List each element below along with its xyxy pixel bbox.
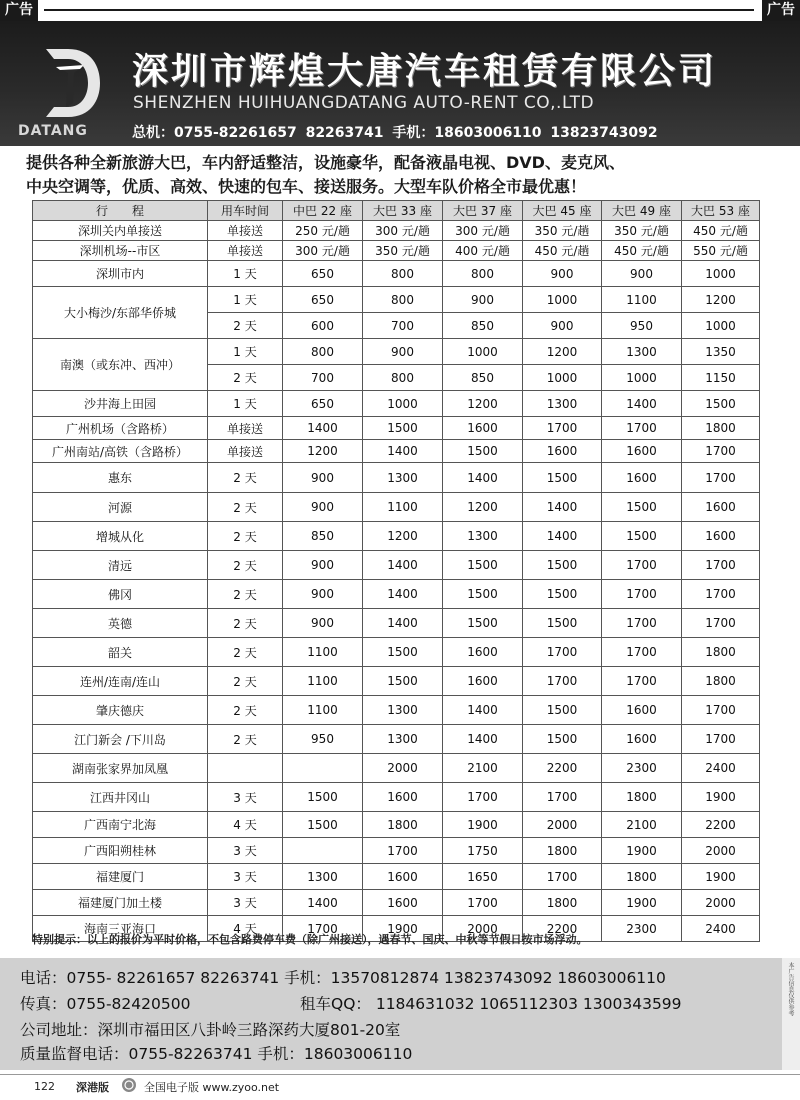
cell-price-45: 2200 — [523, 916, 602, 942]
cell-route: 南澳（或东冲、西冲） — [33, 339, 208, 391]
table-row — [33, 725, 760, 754]
cell-route: 增城从化 — [33, 522, 208, 551]
table-header-row — [33, 201, 760, 221]
cell-duration: 2 天 — [208, 667, 283, 696]
footer-supervision: 质量监督电话：0755-82263741 手机：18603006110 — [20, 1045, 413, 1063]
table-row — [33, 551, 760, 580]
cell-price-22: 900 — [283, 609, 363, 638]
cell-price-37: 400 元/趟 — [443, 241, 523, 261]
table-row — [33, 241, 760, 261]
service-intro — [26, 151, 786, 199]
cell-route: 江西井冈山 — [33, 783, 208, 812]
cell-price-49: 1600 — [602, 440, 682, 463]
cell-duration: 单接送 — [208, 417, 283, 440]
cell-price-37: 1000 — [443, 339, 523, 365]
cell-price-49: 350 元/趟 — [602, 221, 682, 241]
table-row — [33, 890, 760, 916]
cell-price-37: 1500 — [443, 551, 523, 580]
footer-phone: 电话：0755- 82261657 82263741 手机：13570812874 13823743092 18603006110 — [20, 969, 666, 987]
table-row — [33, 864, 760, 890]
logo-text: DATANG — [18, 123, 88, 139]
cell-duration: 2 天 — [208, 638, 283, 667]
cell-price-22: 850 — [283, 522, 363, 551]
cell-price-33: 1800 — [363, 812, 443, 838]
ad-tag-left: 广告 — [0, 0, 38, 21]
header-minibus-22: 中巴 22 座 — [283, 201, 363, 221]
header-duration: 用车时间 — [208, 201, 283, 221]
table-row — [33, 783, 760, 812]
cell-price-49: 1700 — [602, 609, 682, 638]
cell-price-53: 1700 — [682, 696, 760, 725]
cell-price-22: 650 — [283, 287, 363, 313]
cell-price-22: 1100 — [283, 696, 363, 725]
cell-price-49: 950 — [602, 313, 682, 339]
cell-price-33: 800 — [363, 365, 443, 391]
cell-duration: 3 天 — [208, 783, 283, 812]
cell-duration: 2 天 — [208, 365, 283, 391]
cell-route: 沙井海上田园 — [33, 391, 208, 417]
cell-price-45: 2000 — [523, 812, 602, 838]
cell-price-49: 1500 — [602, 493, 682, 522]
footer-fax: 传真：0755-82420500 — [20, 995, 191, 1013]
cell-price-53: 1600 — [682, 522, 760, 551]
cell-price-53: 1700 — [682, 725, 760, 754]
cell-route: 肇庆德庆 — [33, 696, 208, 725]
cell-duration — [208, 754, 283, 783]
header-contact-line: 总机：0755-82261657 82263741 手机：18603006110 13823743092 — [132, 125, 658, 141]
cell-price-53: 1700 — [682, 609, 760, 638]
cell-price-45: 1500 — [523, 696, 602, 725]
cell-price-45: 1800 — [523, 890, 602, 916]
edition-label: 深港版 — [76, 1081, 109, 1094]
header-route: 行 程 — [33, 201, 208, 221]
cell-price-37: 1200 — [443, 493, 523, 522]
cell-route: 清远 — [33, 551, 208, 580]
cell-duration: 4 天 — [208, 812, 283, 838]
cell-price-37: 900 — [443, 287, 523, 313]
cell-price-22: 950 — [283, 725, 363, 754]
cell-price-22 — [283, 838, 363, 864]
cell-duration: 单接送 — [208, 241, 283, 261]
cell-route: 福建厦门 — [33, 864, 208, 890]
footer-address: 公司地址：深圳市福田区八卦岭三路深药大厦801-20室 — [20, 1021, 401, 1039]
cell-price-45: 1700 — [523, 864, 602, 890]
cell-price-49: 1000 — [602, 365, 682, 391]
cell-price-53: 1000 — [682, 261, 760, 287]
cell-price-53: 1600 — [682, 493, 760, 522]
cell-price-37: 2100 — [443, 754, 523, 783]
price-table-body — [33, 221, 760, 942]
cell-price-22: 1200 — [283, 440, 363, 463]
cell-price-49: 1400 — [602, 391, 682, 417]
table-row — [33, 754, 760, 783]
intro-line-1: 提供各种全新旅游大巴，车内舒适整洁，设施豪华，配备液晶电视、DVD、麦克风、 — [26, 153, 625, 172]
page-footer — [0, 1074, 800, 1100]
cell-price-53: 1350 — [682, 339, 760, 365]
cell-price-53: 1150 — [682, 365, 760, 391]
cell-duration: 4 天 — [208, 916, 283, 942]
cell-price-45: 900 — [523, 261, 602, 287]
cell-duration: 2 天 — [208, 609, 283, 638]
cell-route: 福建厦门加土楼 — [33, 890, 208, 916]
cell-route: 河源 — [33, 493, 208, 522]
table-row — [33, 391, 760, 417]
cell-price-45: 1500 — [523, 580, 602, 609]
cell-price-49: 900 — [602, 261, 682, 287]
cell-price-53: 2400 — [682, 916, 760, 942]
cell-price-45: 1300 — [523, 391, 602, 417]
cell-price-37: 1500 — [443, 440, 523, 463]
cell-duration: 2 天 — [208, 493, 283, 522]
table-row — [33, 580, 760, 609]
cell-price-33: 1300 — [363, 725, 443, 754]
cell-duration: 1 天 — [208, 287, 283, 313]
cell-price-33: 1300 — [363, 463, 443, 493]
cell-price-22: 900 — [283, 463, 363, 493]
cell-price-49: 1700 — [602, 638, 682, 667]
table-row — [33, 696, 760, 725]
cell-duration: 2 天 — [208, 463, 283, 493]
cell-price-33: 1500 — [363, 417, 443, 440]
side-strip — [782, 958, 800, 1070]
cell-price-33: 1400 — [363, 440, 443, 463]
cell-price-22: 900 — [283, 580, 363, 609]
cell-duration: 2 天 — [208, 313, 283, 339]
cell-price-37: 1600 — [443, 667, 523, 696]
cell-price-22: 1700 — [283, 916, 363, 942]
cell-price-53: 1700 — [682, 580, 760, 609]
cell-price-33: 800 — [363, 287, 443, 313]
ad-tag-right: 广告 — [762, 0, 800, 21]
cell-price-53: 1900 — [682, 783, 760, 812]
cell-price-37: 1500 — [443, 580, 523, 609]
cell-price-49: 1300 — [602, 339, 682, 365]
cell-price-45: 1400 — [523, 522, 602, 551]
cell-price-37: 1300 — [443, 522, 523, 551]
cell-price-33: 1400 — [363, 580, 443, 609]
cell-route: 深圳关内单接送 — [33, 221, 208, 241]
cell-route: 英德 — [33, 609, 208, 638]
national-edition-label: 全国电子版 www.zyoo.net — [144, 1081, 280, 1094]
cell-price-53: 1900 — [682, 864, 760, 890]
cell-price-53: 1700 — [682, 440, 760, 463]
cell-price-33: 700 — [363, 313, 443, 339]
cell-route: 广西南宁北海 — [33, 812, 208, 838]
cell-price-49: 1100 — [602, 287, 682, 313]
cell-price-53: 2400 — [682, 754, 760, 783]
table-row — [33, 838, 760, 864]
cell-price-22 — [283, 754, 363, 783]
cell-price-22: 900 — [283, 551, 363, 580]
header-bus-49: 大巴 49 座 — [602, 201, 682, 221]
cell-price-45: 1500 — [523, 609, 602, 638]
company-header — [0, 21, 800, 146]
cell-price-37: 1700 — [443, 890, 523, 916]
cell-price-45: 1700 — [523, 667, 602, 696]
cell-price-45: 1600 — [523, 440, 602, 463]
contact-footer — [0, 958, 782, 1070]
cell-duration: 2 天 — [208, 580, 283, 609]
cell-price-22: 650 — [283, 391, 363, 417]
cell-duration: 单接送 — [208, 440, 283, 463]
cell-price-37: 1200 — [443, 391, 523, 417]
cell-price-22: 1500 — [283, 812, 363, 838]
cell-price-53: 1800 — [682, 667, 760, 696]
table-row — [33, 463, 760, 493]
cell-price-37: 850 — [443, 365, 523, 391]
cell-price-33: 800 — [363, 261, 443, 287]
top-rule — [44, 9, 754, 11]
price-table — [32, 200, 760, 942]
cell-price-49: 1800 — [602, 783, 682, 812]
cell-price-53: 2000 — [682, 890, 760, 916]
cell-price-33: 300 元/趟 — [363, 221, 443, 241]
cell-price-45: 350 元/趟 — [523, 221, 602, 241]
cell-price-53: 1800 — [682, 417, 760, 440]
cell-duration: 2 天 — [208, 522, 283, 551]
cell-route: 广州南站/高铁（含路桥） — [33, 440, 208, 463]
cell-route: 大小梅沙/东部华侨城 — [33, 287, 208, 339]
table-row — [33, 493, 760, 522]
cell-price-53: 1700 — [682, 463, 760, 493]
cell-duration: 2 天 — [208, 551, 283, 580]
cell-duration: 3 天 — [208, 890, 283, 916]
intro-line-2: 中央空调等，优质、高效、快速的包车、接送服务。大型车队价格全市最优惠！ — [26, 177, 587, 196]
cell-price-49: 1800 — [602, 864, 682, 890]
cell-price-37: 1650 — [443, 864, 523, 890]
cell-price-45: 1500 — [523, 725, 602, 754]
cell-price-33: 1400 — [363, 609, 443, 638]
cell-price-22: 1400 — [283, 417, 363, 440]
cell-price-33: 1300 — [363, 696, 443, 725]
table-row — [33, 609, 760, 638]
header-bus-53: 大巴 53 座 — [682, 201, 760, 221]
cell-price-33: 350 元/趟 — [363, 241, 443, 261]
cell-price-45: 2200 — [523, 754, 602, 783]
cell-price-45: 1500 — [523, 551, 602, 580]
cell-price-49: 1700 — [602, 551, 682, 580]
table-row — [33, 287, 760, 313]
cell-price-53: 1500 — [682, 391, 760, 417]
cell-price-33: 1400 — [363, 551, 443, 580]
cell-price-37: 1600 — [443, 638, 523, 667]
cell-price-45: 1000 — [523, 287, 602, 313]
table-row — [33, 221, 760, 241]
cell-price-53: 1000 — [682, 313, 760, 339]
cell-price-45: 450 元/趟 — [523, 241, 602, 261]
table-row — [33, 638, 760, 667]
cell-price-33: 1200 — [363, 522, 443, 551]
header-bus-37: 大巴 37 座 — [443, 201, 523, 221]
cell-price-33: 900 — [363, 339, 443, 365]
cell-price-53: 1800 — [682, 638, 760, 667]
cell-price-33: 1500 — [363, 667, 443, 696]
cell-route: 韶关 — [33, 638, 208, 667]
cell-duration: 3 天 — [208, 864, 283, 890]
cell-route: 湖南张家界加凤凰 — [33, 754, 208, 783]
cell-price-49: 450 元/趟 — [602, 241, 682, 261]
cell-price-22: 250 元/趟 — [283, 221, 363, 241]
cell-price-49: 1600 — [602, 696, 682, 725]
cell-price-45: 1700 — [523, 783, 602, 812]
cell-price-49: 1500 — [602, 522, 682, 551]
cell-price-45: 1700 — [523, 638, 602, 667]
cell-price-33: 1500 — [363, 638, 443, 667]
cell-price-33: 1700 — [363, 838, 443, 864]
special-note: 特别提示：以上的报价为平时价格，不包含路费停车费（除广州接送），遇春节、国庆、中秋等节假日按市场浮动。 — [32, 933, 588, 946]
cell-price-22: 1100 — [283, 667, 363, 696]
cell-price-33: 1900 — [363, 916, 443, 942]
cell-price-37: 800 — [443, 261, 523, 287]
cell-price-45: 1200 — [523, 339, 602, 365]
cell-price-22: 1100 — [283, 638, 363, 667]
cell-route: 连州/连南/连山 — [33, 667, 208, 696]
cell-price-45: 900 — [523, 313, 602, 339]
cell-price-45: 1400 — [523, 493, 602, 522]
cell-duration: 1 天 — [208, 261, 283, 287]
cell-price-53: 2000 — [682, 838, 760, 864]
cell-route: 深圳机场--市区 — [33, 241, 208, 261]
cell-price-45: 1500 — [523, 463, 602, 493]
cell-price-33: 1000 — [363, 391, 443, 417]
cell-price-22: 800 — [283, 339, 363, 365]
cell-price-37: 1750 — [443, 838, 523, 864]
company-name-cn: 深圳市辉煌大唐汽车租赁有限公司 — [132, 51, 718, 92]
seal-icon — [121, 1077, 137, 1093]
datang-logo-icon — [40, 43, 104, 123]
cell-price-22: 1400 — [283, 890, 363, 916]
table-row — [33, 339, 760, 365]
cell-price-22: 1500 — [283, 783, 363, 812]
cell-price-37: 1500 — [443, 609, 523, 638]
cell-price-37: 2000 — [443, 916, 523, 942]
side-strip-text: 本广告信息仅供参考 — [787, 962, 794, 1016]
header-bus-33: 大巴 33 座 — [363, 201, 443, 221]
cell-price-49: 2300 — [602, 754, 682, 783]
cell-price-37: 1400 — [443, 696, 523, 725]
cell-price-49: 1700 — [602, 580, 682, 609]
cell-price-53: 550 元/趟 — [682, 241, 760, 261]
cell-price-49: 2300 — [602, 916, 682, 942]
cell-price-49: 2100 — [602, 812, 682, 838]
cell-route: 惠东 — [33, 463, 208, 493]
cell-price-37: 850 — [443, 313, 523, 339]
cell-price-53: 450 元/趟 — [682, 221, 760, 241]
cell-duration: 1 天 — [208, 339, 283, 365]
table-row — [33, 417, 760, 440]
cell-route: 江门新会 /下川岛 — [33, 725, 208, 754]
cell-price-49: 1700 — [602, 667, 682, 696]
table-row — [33, 812, 760, 838]
cell-price-22: 700 — [283, 365, 363, 391]
cell-price-22: 900 — [283, 493, 363, 522]
cell-price-45: 1800 — [523, 838, 602, 864]
cell-price-49: 1700 — [602, 417, 682, 440]
table-row — [33, 261, 760, 287]
cell-price-33: 1100 — [363, 493, 443, 522]
cell-route: 佛冈 — [33, 580, 208, 609]
cell-duration: 3 天 — [208, 838, 283, 864]
cell-price-22: 650 — [283, 261, 363, 287]
cell-duration: 2 天 — [208, 696, 283, 725]
cell-price-37: 1600 — [443, 417, 523, 440]
cell-price-22: 300 元/趟 — [283, 241, 363, 261]
cell-duration: 2 天 — [208, 725, 283, 754]
table-row — [33, 440, 760, 463]
cell-price-33: 1600 — [363, 890, 443, 916]
cell-price-53: 2200 — [682, 812, 760, 838]
table-row — [33, 667, 760, 696]
cell-price-22: 1300 — [283, 864, 363, 890]
table-row — [33, 522, 760, 551]
cell-price-33: 2000 — [363, 754, 443, 783]
cell-price-49: 1600 — [602, 725, 682, 754]
footer-qq: 租车QQ： 1184631032 1065112303 1300343599 — [300, 995, 682, 1013]
cell-price-49: 1600 — [602, 463, 682, 493]
cell-price-33: 1600 — [363, 864, 443, 890]
cell-price-37: 1700 — [443, 783, 523, 812]
cell-price-49: 1900 — [602, 838, 682, 864]
cell-price-49: 1900 — [602, 890, 682, 916]
cell-price-53: 1200 — [682, 287, 760, 313]
cell-price-53: 1700 — [682, 551, 760, 580]
cell-duration: 1 天 — [208, 391, 283, 417]
cell-price-45: 1700 — [523, 417, 602, 440]
cell-duration: 单接送 — [208, 221, 283, 241]
cell-price-37: 1400 — [443, 463, 523, 493]
cell-price-22: 600 — [283, 313, 363, 339]
cell-price-37: 300 元/趟 — [443, 221, 523, 241]
cell-price-45: 1000 — [523, 365, 602, 391]
page-number: 122 — [34, 1080, 55, 1093]
cell-price-37: 1400 — [443, 725, 523, 754]
cell-price-33: 1600 — [363, 783, 443, 812]
cell-price-37: 1900 — [443, 812, 523, 838]
company-name-en: SHENZHEN HUIHUANGDATANG AUTO-RENT CO,.LTD — [133, 93, 595, 113]
cell-route: 广西阳朔桂林 — [33, 838, 208, 864]
header-bus-45: 大巴 45 座 — [523, 201, 602, 221]
cell-route: 广州机场（含路桥） — [33, 417, 208, 440]
cell-route: 深圳市内 — [33, 261, 208, 287]
cell-route: 海南三亚海口 — [33, 916, 208, 942]
